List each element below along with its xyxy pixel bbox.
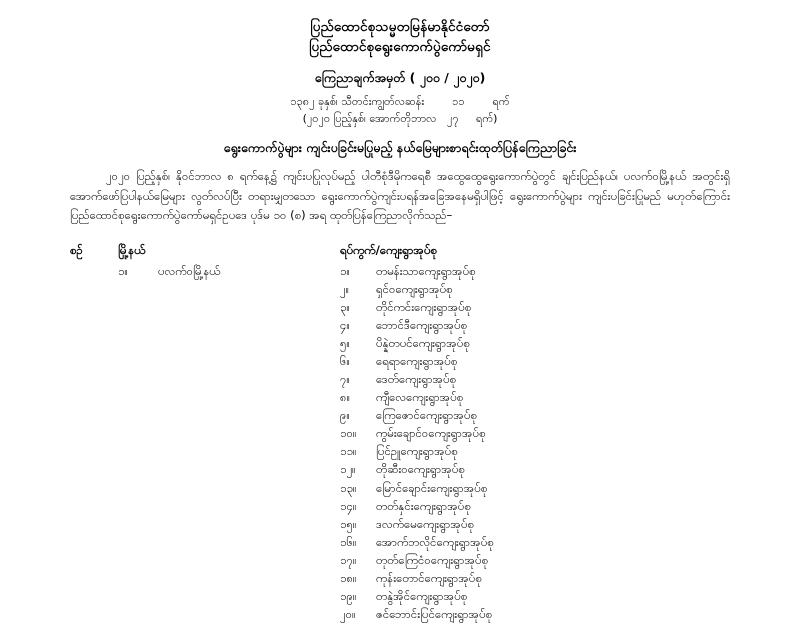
township-no: ၁။ (118, 263, 128, 278)
date-gregorian: (၂၀၂၀ ပြည့်နှစ်၊ အောက်တိုဘာလ ၂၇ ရက်) (302, 112, 498, 126)
column-header-township: မြို့နယ် (118, 243, 146, 258)
table-row (340, 316, 730, 334)
table-row (340, 424, 730, 442)
ward-no: ၅။ (340, 336, 350, 351)
township-name: ပလက်ဝမြို့နယ် (158, 263, 221, 278)
table-row (340, 515, 730, 533)
date-myanmar: ၁၃၈၂ ခုနှစ်၊ သီတင်းကျွတ်လဆန်း ၁၁ ရက် (290, 94, 510, 108)
document-subject: ရွေးကောက်ပွဲများ ကျင်းပခြင်းမပြုမည့် နယ်မြေများစာရင်းထုတ်ပြန်ကြေညာခြင်း (223, 140, 577, 156)
ward-no: ၉။ (340, 408, 350, 423)
ward-no: ၁၁။ (340, 444, 357, 459)
ward-name: တိုင်ကင်းကျေးရွာအုပ်စု (376, 300, 472, 315)
document-body (70, 167, 730, 226)
ward-no: ၁၈။ (340, 570, 357, 585)
table-row (340, 334, 730, 352)
table-row (118, 262, 328, 280)
ward-no: ၂၀။ (340, 606, 356, 621)
table-row (340, 460, 730, 478)
ward-no: ၁၀။ (340, 426, 357, 441)
ward-name: ရေရာကျေးရွာအုပ်စု (376, 354, 458, 369)
ward-no: ၁၃။ (340, 480, 357, 495)
table-row (340, 442, 730, 460)
ward-no: ၃။ (340, 300, 350, 315)
table-row (340, 497, 730, 515)
body-paragraph: ၂၀၂၀ ပြည့်နှစ်၊ နိုဝင်ဘာလ ၈ ရက်နေ့၌ ကျင်းပပြုလုပ်မည့် ပါတီစုံဒီမိုကရေစီ အထွေထွေရွေးကောက်ပွဲတွင် ချင်းပြည်နယ်၊ ပလက်ဝမြို့နယ် အတွင်းရှိ အောက်ဖော်ပြပါနယ်မြေများ လွတ်လပ်ပြီး တရားမျှတသော ရွေးကောက်ပွဲကျင်းပရန်အခြေအနေမရှိပါဖြင့် ရွေးကောက်ပွဲများ ကျင်းပခြင်းပြုမည် မဟုတ်ကြောင်း ပြည်ထောင်စုရွေးကောက်ပွဲကော်မရှင်ဥပဒေ ပုဒ်မ ၁၀ (စ) အရ ထုတ်ပြန်ကြေညာလိုက်သည်– (70, 168, 730, 223)
ward-no: ၁၅။ (340, 516, 357, 531)
table-row (340, 569, 730, 587)
ward-name: ဘောင်ဒီကျေးရွာအုပ်စု (376, 318, 468, 333)
announcement-dates (70, 93, 730, 128)
ward-name: ဇင်ဘောင်းပြင်ကျေးရွာအုပ်စု (376, 606, 493, 621)
table-row (340, 370, 730, 388)
ward-name: ပြင်ဥူကျေးရွာအုပ်စု (376, 444, 458, 459)
locations-table (70, 240, 730, 623)
announcement-number: ကြေညာချက်အမှတ် ( ၂၀၀ / ၂၀၂၀) (314, 70, 486, 86)
ward-no: ၇။ (340, 372, 350, 387)
table-row (340, 587, 730, 605)
ward-name: မြောင်ချောင်းကျေးရွာအုပ်စု (376, 480, 488, 495)
ward-name: ရှင်ဝကျေးရွာအုပ်စု (376, 282, 453, 296)
ward-no: ၈။ (340, 390, 351, 405)
ward-name: ပိန္နဲတပင်ကျေးရွာအုပ်စု (376, 336, 470, 351)
ward-name: တတ်နှင်းကျေးရွာအုပ်စု (376, 498, 471, 513)
ward-no: ၁၉။ (340, 588, 357, 603)
header-line-1: ပြည်ထောင်စုသမ္မတမြန်မာနိုင်ငံတော် (310, 19, 490, 35)
ward-no: ၂။ (340, 282, 350, 296)
table-row (340, 406, 730, 424)
table-row (340, 280, 730, 298)
table-row (340, 479, 730, 497)
ward-name: ကျီလေကျေးရွာအုပ်စု (376, 390, 464, 405)
ward-no: ၆။ (340, 354, 350, 369)
table-row (340, 262, 730, 280)
ward-name: တုတ်ကြေငံဝကျေးရွာအုပ်စု (376, 552, 489, 567)
table-row (340, 298, 730, 316)
column-header-no: စဉ် (70, 243, 83, 258)
column-township (118, 240, 328, 280)
document-header (70, 18, 730, 57)
ward-name: ကုန်းတောင်ကျေးရွာအုပ်စု (376, 570, 482, 585)
column-ward (328, 240, 730, 623)
ward-no: ၄။ (340, 318, 350, 333)
ward-no: ၁၄။ (340, 498, 357, 513)
table-row (340, 533, 730, 551)
column-header-ward: ရပ်ကွက်/ကျေးရွာအုပ်စု (340, 243, 438, 258)
ward-name: ကွမ်းချောင်ဝကျေးရွာအုပ်စု (376, 426, 486, 441)
ward-no: ၁၂။ (340, 462, 356, 477)
ward-name: တိုဆီးဝကျေးရွာအုပ်စု (376, 462, 465, 477)
header-line-2: ပြည်ထောင်စုရွေးကောက်ပွဲကော်မရှင် (309, 38, 491, 55)
ward-no: ၁၇။ (340, 552, 357, 567)
ward-name: ကြေဇောင်ကျေးရွာအုပ်စု (376, 408, 477, 423)
table-row (340, 605, 730, 623)
table-row (340, 352, 730, 370)
column-number (70, 240, 118, 262)
ward-name: အောက်ဘလိုင်ကျေးရွာအုပ်စု (376, 534, 494, 549)
ward-name: ဒလက်မေကျေးရွာအုပ်စု (376, 516, 474, 531)
table-row (340, 551, 730, 569)
ward-no: ၁။ (340, 263, 350, 278)
ward-name: ဒေတ်ကျေးရွာအုပ်စု (376, 372, 457, 387)
ward-name: တမန်းသာကျေးရွာအုပ်စု (376, 263, 476, 278)
ward-no: ၁၆။ (340, 534, 357, 549)
table-row (340, 388, 730, 406)
ward-name: တနွဲအိုင်ကျေးရွာအုပ်စု (376, 588, 468, 603)
